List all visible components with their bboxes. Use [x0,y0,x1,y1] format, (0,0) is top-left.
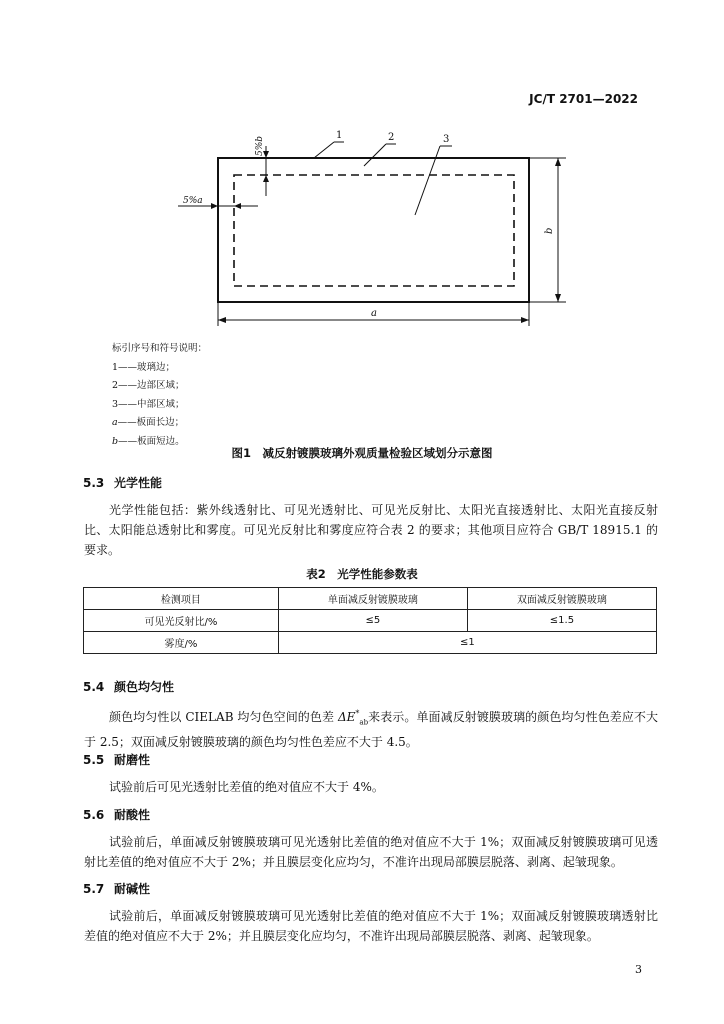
section-5-4-heading: 5.4 颜色均匀性 [83,680,175,694]
table-cell: ≤1.5 [467,610,656,632]
legend-item: 2——边部区域； [112,380,185,392]
legend-item: 3——中部区域； [112,398,185,410]
section-5-6-heading: 5.6 耐酸性 [83,808,151,822]
table-cell: ≤1 [278,632,656,654]
inspection-area-figure [0,0,724,340]
dim-bottom-arrow-2 [521,317,529,323]
table-cell: 可见光反射比/% [84,610,279,632]
dim-bottom-arrow-1 [218,317,226,323]
figure-legend [112,340,207,452]
callout-1: 1 [336,130,343,141]
dim-right-arrow-2 [555,294,561,302]
center-region [234,175,514,286]
dim-left-arrow-2 [234,203,241,209]
table-header-cell: 单面减反射镀膜玻璃 [278,588,467,610]
dim-left-label: 5%a [183,196,203,206]
optical-properties-table [83,587,657,654]
section-5-7-paragraph: 试验前后，单面减反射镀膜玻璃可见光透射比差值的绝对值应不大于 1%；双面减反射镀膜玻璃透射比差值的绝对值应不大于 2%；并且膜层变化应均匀，不准许出现局部膜层脱落、剥离、起皱现象。 [84,909,658,943]
table-caption: 表2 光学性能参数表 [306,567,418,581]
table-header-cell: 双面减反射镀膜玻璃 [467,588,656,610]
legend-item: b——板面短边。 [112,435,185,447]
figure-caption: 图1 减反射镀膜玻璃外观质量检验区域划分示意图 [231,446,493,460]
section-5-5-paragraph: 试验前后可见光透射比差值的绝对值应不大于 4%。 [109,780,384,794]
page-number: 3 [635,963,642,976]
legend-item: a——板面长边； [112,417,185,429]
table-cell: ≤5 [278,610,467,632]
table-header-cell: 检测项目 [84,588,279,610]
dim-right-label: b [544,227,555,234]
section-5-5-heading: 5.5 耐磨性 [83,753,151,767]
dim-top-arrow-2 [263,175,269,182]
table-header-row [84,588,657,610]
table-row [84,632,657,654]
leader-1 [314,142,334,158]
leader-3 [415,146,440,215]
section-5-7-heading: 5.7 耐碱性 [83,882,151,896]
callout-3: 3 [443,134,450,145]
callout-2: 2 [388,132,395,143]
leader-2 [364,144,386,166]
table-row [84,610,657,632]
section-5-3-heading: 5.3 光学性能 [83,476,163,490]
dim-bottom-label: a [371,308,377,319]
legend-item: 1——玻璃边； [112,361,176,373]
table-cell: 雾度/% [84,632,279,654]
dim-right-arrow-1 [555,158,561,166]
section-5-3-paragraph: 光学性能包括：紫外线透射比、可见光透射比、可见光反射比、太阳光直接透射比、太阳光直接反射比、太阳能总透射比和雾度。可见光反射比和雾度应符合表 2 的要求；其他项目应符合 GB/T 18915.1 的要求。 [84,503,658,557]
dim-left-arrow-1 [211,203,218,209]
dim-top-label: 5%b [255,135,265,156]
legend-title: 标引序号和符号说明： [112,343,208,354]
standard-code: JC/T 2701—2022 [529,92,638,106]
section-5-6-paragraph: 试验前后，单面减反射镀膜玻璃可见光透射比差值的绝对值应不大于 1%；双面减反射镀膜玻璃可见透射比差值的绝对值应不大于 2%；并且膜层变化应均匀，不准许出现局部膜层脱落、剥离、起皱现象。 [84,835,658,869]
section-5-4-paragraph: 颜色均匀性以 CIELAB 均匀色空间的色差 $\Delta E^*_{ab}$来表示。单面减反射镀膜玻璃的颜色均匀性色差应不大于 2.5；双面减反射镀膜玻璃的颜色均匀性色差应不大于 4.5。 [84,709,658,750]
